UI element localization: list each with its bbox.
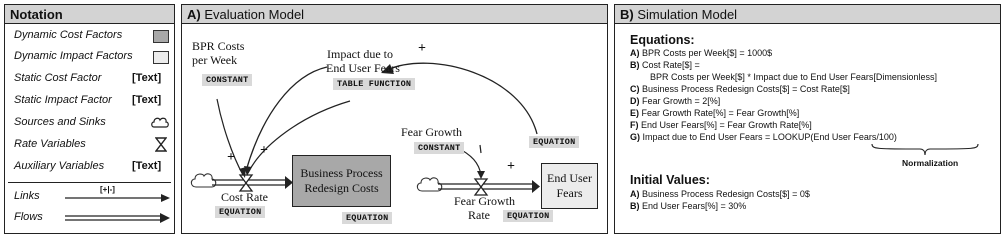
equation-a-text: BPR Costs per Week[$] = 1000$: [639, 48, 773, 58]
notation-item-links: Links: [14, 190, 40, 202]
end-user-fears-stock: [541, 163, 598, 209]
equation-a-key: A): [630, 48, 640, 58]
cost-rate-tag: EQUATION: [215, 206, 265, 218]
notation-divider: [8, 182, 171, 183]
initial-value-b: [630, 201, 746, 211]
equation-f-text: End User Fears[%] = Fear Growth Rate[%]: [638, 120, 812, 130]
impact-label-line1: Impact due to: [327, 47, 393, 61]
plus-sign-fear: +: [507, 159, 515, 174]
plus-sign-bpr: +: [227, 150, 235, 165]
equation-g-key: G): [630, 132, 640, 142]
equation-g-text: Impact due to End User Fears = LOOKUP(End User Fears/100): [640, 132, 897, 142]
flow-arrow-icon: [65, 212, 171, 224]
equation-b-key: B): [630, 60, 640, 70]
equation-b-text: Cost Rate[$] =: [639, 60, 700, 70]
bpr-costs-stock: [292, 155, 391, 207]
initial-b-text: End User Fears[%] = 30%: [639, 201, 747, 211]
equation-b-continued: [650, 72, 937, 82]
equation-f: [630, 120, 812, 130]
equation-d-text: Fear Growth = 2[%]: [639, 96, 721, 106]
end-user-label-line2: Fears: [556, 186, 583, 200]
initial-b-key: B): [630, 201, 640, 211]
notation-item-dynamic-impact: Dynamic Impact Factors: [14, 50, 133, 62]
fear-flow-arrowhead: [532, 180, 540, 193]
bpr-stock-tag: EQUATION: [342, 212, 392, 224]
evaluation-panel: [181, 4, 608, 234]
auxiliary-symbol: [Text]: [132, 160, 162, 172]
notation-title: Notation: [5, 5, 174, 24]
plus-sign-impact: +: [418, 41, 426, 56]
link-fears-to-impact: [387, 63, 537, 134]
simulation-title: Simulation Model: [637, 7, 738, 22]
static-cost-symbol: [Text]: [132, 72, 162, 84]
evaluation-title: Evaluation Model: [204, 7, 305, 22]
simulation-panel: [614, 4, 1001, 234]
equation-d: [630, 96, 720, 106]
fear-rate-valve-icon: [475, 179, 487, 195]
notation-item-sources-sinks: Sources and Sinks: [14, 116, 106, 128]
fear-rate-tag: EQUATION: [503, 210, 553, 222]
dynamic-cost-swatch: [153, 30, 169, 43]
plus-sign-rate: +: [260, 143, 268, 158]
equation-e-key: E): [630, 108, 639, 118]
equation-b: [630, 60, 700, 70]
impact-label-line2: End User Fears: [326, 61, 400, 75]
impact-tag: TABLE FUNCTION: [333, 78, 415, 90]
end-user-tag: EQUATION: [529, 136, 579, 148]
dynamic-impact-swatch: [153, 51, 169, 64]
notation-panel: [4, 4, 175, 234]
end-user-label-line1: End User: [547, 171, 592, 185]
initial-values-heading: Initial Values:: [630, 173, 710, 187]
notation-item-auxiliary: Auxiliary Variables: [14, 160, 105, 172]
equation-c-key: C): [630, 84, 640, 94]
fear-growth-tag: CONSTANT: [414, 142, 464, 154]
equation-f-key: F): [630, 120, 639, 130]
bpr-costs-label-line1: BPR Costs: [192, 39, 245, 53]
fear-rate-label-line2: Rate: [468, 208, 490, 222]
bpr-stock-label-line1: Business Process: [300, 166, 383, 180]
bpr-costs-tag: CONSTANT: [202, 74, 252, 86]
notation-item-flows: Flows: [14, 211, 43, 223]
simulation-prefix: B): [620, 7, 634, 22]
normalization-label: Normalization: [902, 158, 959, 168]
notation-item-rate-variables: Rate Variables: [14, 138, 86, 150]
hourglass-icon: [155, 137, 167, 152]
equation-d-key: D): [630, 96, 640, 106]
initial-value-a: [630, 189, 810, 199]
notation-item-dynamic-cost: Dynamic Cost Factors: [14, 29, 123, 41]
equation-b2-text: BPR Costs per Week[$] * Impact due to End User Fears[Dimensionless]: [650, 72, 937, 82]
cloud-icon: [150, 115, 170, 131]
links-symbol: [+|-]: [100, 185, 115, 194]
equation-g: [630, 132, 897, 142]
static-impact-symbol: [Text]: [132, 94, 162, 106]
normalization-brace: [870, 143, 980, 157]
initial-a-key: A): [630, 189, 640, 199]
link-arrow-icon: [65, 193, 171, 203]
equation-e: [630, 108, 799, 118]
cost-rate-label: Cost Rate: [221, 190, 268, 204]
cost-rate-valve-icon: [240, 175, 252, 191]
initial-a-text: Business Process Redesign Costs[$] = 0$: [639, 189, 810, 199]
equation-e-text: Fear Growth Rate[%] = Fear Growth[%]: [639, 108, 800, 118]
equations-heading: Equations:: [630, 33, 695, 47]
evaluation-prefix: A): [187, 7, 201, 22]
fear-growth-label: Fear Growth: [401, 125, 462, 139]
equation-a: [630, 48, 772, 58]
fear-rate-label-line1: Fear Growth: [454, 194, 515, 208]
notation-item-static-cost: Static Cost Factor: [14, 72, 102, 84]
equation-c: [630, 84, 850, 94]
equation-c-text: Business Process Redesign Costs[$] = Cost Rate[$]: [639, 84, 850, 94]
notation-item-static-impact: Static Impact Factor: [14, 94, 112, 106]
bpr-stock-label-line2: Redesign Costs: [304, 181, 379, 195]
bpr-costs-label-line2: per Week: [192, 53, 238, 67]
simulation-header: [615, 5, 1000, 24]
